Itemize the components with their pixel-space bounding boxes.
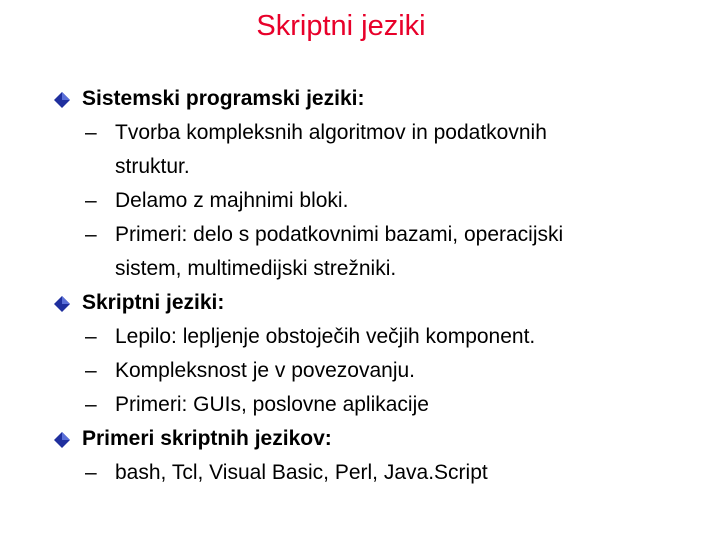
sub-item (52, 116, 692, 150)
sub-item-text: Tvorba kompleksnih algoritmov in podatkovnih (115, 121, 547, 144)
sub-item-text: sistem, multimedijski strežniki. (115, 257, 397, 280)
bullet-item-sistemski (52, 82, 692, 116)
sub-item (52, 320, 692, 354)
diamond-bullet-icon (54, 296, 70, 312)
sub-item-text: Primeri: GUIs, poslovne aplikacije (115, 393, 429, 416)
sub-item-text: struktur. (115, 155, 190, 178)
sub-item-text: Delamo z majhnimi bloki. (115, 189, 349, 212)
bullet-heading: Primeri skriptnih jezikov: (82, 427, 332, 450)
dash-marker: – (85, 121, 97, 144)
sub-item-continuation (52, 252, 692, 286)
sub-item-text: Kompleksnost je v povezovanju. (115, 359, 415, 382)
sub-item (52, 184, 692, 218)
sub-item-continuation (52, 150, 692, 184)
sub-item-text: Lepilo: lepljenje obstoječih večjih komponent. (115, 325, 536, 348)
diamond-bullet-icon (54, 92, 70, 108)
bullet-heading: Skriptni jeziki: (82, 291, 225, 314)
dash-marker: – (85, 461, 97, 484)
sub-item (52, 218, 692, 252)
sub-item-text: Primeri: delo s podatkovnimi bazami, operacijski (115, 223, 564, 246)
dash-marker: – (85, 223, 97, 246)
dash-marker: – (85, 359, 97, 382)
dash-marker: – (85, 189, 97, 212)
sub-item-text: bash, Tcl, Visual Basic, Perl, Java.Script (115, 461, 488, 484)
dash-marker: – (85, 393, 97, 416)
bullet-item-skriptni (52, 286, 692, 320)
bullet-heading: Sistemski programski jeziki: (82, 87, 365, 110)
bullet-item-primeri (52, 422, 692, 456)
dash-marker: – (85, 325, 97, 348)
sub-item (52, 388, 692, 422)
slide-body (52, 82, 692, 490)
sub-item (52, 456, 692, 490)
slide-title: Skriptni jeziki (256, 10, 426, 42)
sub-item (52, 354, 692, 388)
diamond-bullet-icon (54, 432, 70, 448)
